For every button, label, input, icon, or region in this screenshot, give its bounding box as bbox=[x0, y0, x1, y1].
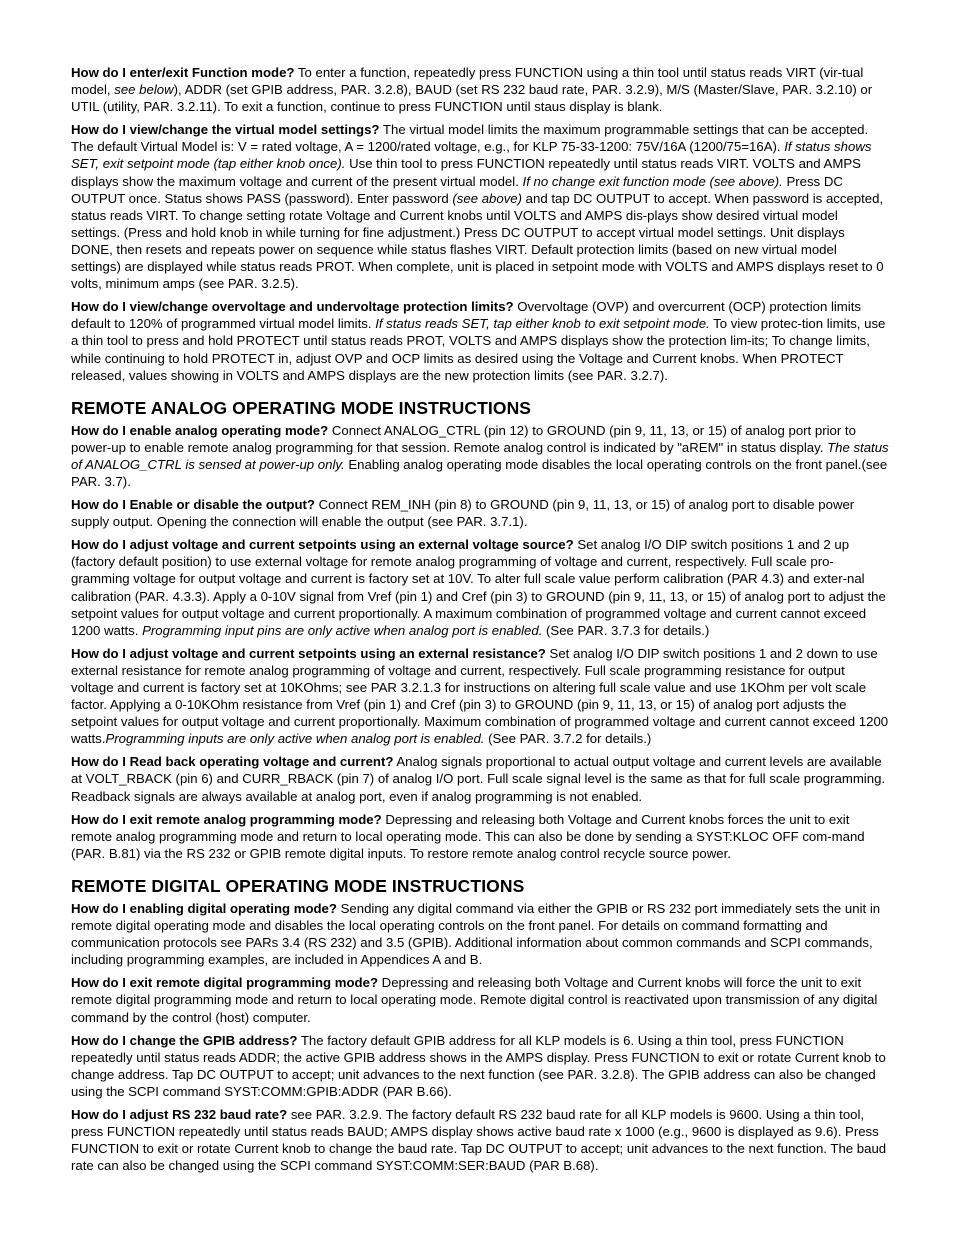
answer-text: (See PAR. 3.7.3 for details.) bbox=[542, 622, 710, 638]
answer-text: and tap DC OUTPUT to accept. When password is accepted, status reads VIRT. To change setting rotate Voltage and Current knobs until VOLTS and AMPS dis-plays show desired virtual model settings. (Press and hold knob in while turning for fine adjustment.) Press DC OUTPUT to accept virtual model settings. Unit displays DONE, then resets and repeats power on sequence while status flashes VIRT. Default protection limits (based on new virtual model settings) are displayed while status reads PROT. When complete, unit is placed in setpoint mode with VOLTS and AMPS displays reset to 0 volts, minimum amps (see PAR. 3.2.5). bbox=[71, 190, 884, 292]
answer-text: Sending any digital command via either the GPIB or RS 232 port immediately sets the unit in remote digital operating mode and disables the local operating controls on the front panel. For details on command formatting and communication protocols see PARs 3.4 (RS 232) and 3.5 (GPIB). Additional information about common commands and SCPI commands, including programming examples, are included in Appendices A and B. bbox=[71, 900, 881, 968]
paragraph bbox=[71, 645, 889, 748]
question: How do I adjust voltage and current setpoints using an external resistance? bbox=[71, 645, 546, 661]
question: How do I view/change overvoltage and undervoltage protection limits? bbox=[71, 299, 514, 315]
intro-section bbox=[71, 64, 889, 384]
paragraph bbox=[71, 1032, 889, 1100]
document-page bbox=[71, 64, 889, 1180]
analog-section bbox=[71, 422, 889, 862]
answer-text: (See PAR. 3.7.2 for details.) bbox=[484, 731, 652, 747]
answer-text: Set analog I/O DIP switch positions 1 and 2 down to use external resistance for remote analog programming of voltage and current, respectively. Full scale programming resistance for output voltage and current is factory set at 10KOhms; see PAR 3.2.1.3 for instructions on altering full scale value and use 1KOhm per volt scale factor. Applying a 0-10KOhm resistance from Vref (pin 1) and Cref (pin 3) to GROUND (pin 9, 11, 13, or 15) of analog port adjusts the setpoint values for output voltage and current proportionally. Maximum combination of programmed voltage and current cannot exceed 1200 watts. bbox=[71, 645, 889, 747]
answer-text: see PAR. 3.2.9. The factory default RS 232 baud rate for all KLP models is 9600. Using a thin tool, press FUNCTION repeatedly until status reads BAUD; AMPS display shows active baud rate x 1000 (e.g., 9600 is displayed as 9.6). Press FUNCTION to exit or rotate Current knob to change the baud rate. Tap DC OUTPUT to accept; unit advances to the next function. The baud rate can also be changed using the SCPI command SYST:COMM:SER:BAUD (PAR B.68). bbox=[71, 1106, 887, 1174]
answer-text: The virtual model limits the maximum programmable settings that can be accepted. The default Virtual Model is: V = rated voltage, A = 1200/rated voltage, e.g., for KLP 75-33-1200: 75V/16A (1200/75=16A). bbox=[71, 122, 869, 155]
answer-italic: If no change exit function mode (see above). bbox=[522, 173, 783, 189]
answer-text: Overvoltage (OVP) and overcurrent (OCP) protection limits default to 120% of programmed virtual model limits. bbox=[71, 299, 861, 332]
paragraph bbox=[71, 1106, 889, 1174]
question: How do I enabling digital operating mode? bbox=[71, 900, 337, 916]
answer-text: Press DC OUTPUT once. Status shows PASS (password). Enter password bbox=[71, 173, 843, 206]
question: How do I exit remote digital programming mode? bbox=[71, 975, 379, 991]
question: How do I enter/exit Function mode? bbox=[71, 65, 295, 80]
paragraph bbox=[71, 496, 889, 530]
answer-text: Connect ANALOG_CTRL (pin 12) to GROUND (pin 9, 11, 13, or 15) of analog port prior to power-up to enable remote analog programming for that session. Remote analog control is indicated by "aREM" in status display. bbox=[71, 422, 856, 455]
paragraph bbox=[71, 753, 889, 804]
answer-italic: If status shows SET, exit setpoint mode (tap either knob once). bbox=[71, 139, 872, 172]
paragraph bbox=[71, 974, 889, 1025]
answer-text: Set analog I/O DIP switch positions 1 and 2 up (factory default position) to use external voltage for remote analog programming of voltage and current, respectively. Full scale pro-gramming voltage for output voltage and current is factory set at 10V. To alter full scale value perform calibration (PAR 4.3) and exter-nal calibration (PAR. 4.3.3). Apply a 0-10V signal from Vref (pin 1) and Cref (pin 3) to GROUND (pin 9, 11, 13, or 15) of analog port to adjust the setpoint values for output voltage and current proportionally. A maximum combination of programmed voltage and current cannot exceed 1200 watts. bbox=[71, 537, 886, 638]
digital-section bbox=[71, 900, 889, 1174]
answer-text: Enabling analog operating mode disables the local operating controls on the front panel.(see PAR. 3.7). bbox=[71, 456, 888, 489]
paragraph bbox=[71, 422, 889, 490]
paragraph bbox=[71, 900, 889, 968]
answer-italic: (see above) bbox=[452, 190, 523, 206]
answer-text: Use thin tool to press FUNCTION repeatedly until status reads VIRT. VOLTS and AMPS displays show the maximum voltage and current of the present virtual model. bbox=[71, 156, 861, 189]
answer-text: Depressing and releasing both Voltage and Current knobs forces the unit to exit remote analog programming mode and return to local operating mode. This can also be done by sending a SYST:KLOC OFF com-mand (PAR. B.81) via the RS 232 or GPIB remote digital inputs. To restore remote analog control recycle source power. bbox=[71, 811, 865, 861]
question: How do I adjust RS 232 baud rate? bbox=[71, 1106, 288, 1122]
paragraph bbox=[71, 298, 889, 383]
paragraph bbox=[71, 121, 889, 292]
paragraph bbox=[71, 536, 889, 639]
question: How do I change the GPIB address? bbox=[71, 1032, 298, 1048]
answer-text: Connect REM_INH (pin 8) to GROUND (pin 9, 11, 13, or 15) of analog port to disable power supply output. Opening the connection will enable the output (see PAR. 3.7.1). bbox=[71, 497, 855, 530]
answer-text: Depressing and releasing both Voltage and Current knobs will force the unit to exit remote digital programming mode and return to local operating mode. Remote digital control is reactivated upon transmission of any digital command by the control (host) computer. bbox=[71, 975, 878, 1025]
question: How do I Enable or disable the output? bbox=[71, 497, 315, 513]
answer-italic: Programming inputs are only active when analog port is enabled. bbox=[105, 731, 485, 747]
question: How do I view/change the virtual model settings? bbox=[71, 122, 380, 138]
answer-text: ), ADDR (set GPIB address, PAR. 3.2.8), BAUD (set RS 232 baud rate, PAR. 3.2.9), M/S (Master/Slave, PAR. 3.2.10) or UTIL (utility, PAR. 3.2.11). To exit a function, continue to press FUNCTION until staus display is blank. bbox=[71, 82, 873, 115]
question: How do I exit remote analog programming mode? bbox=[71, 811, 382, 827]
question: How do I adjust voltage and current setpoints using an external voltage source? bbox=[71, 537, 574, 553]
answer-italic: The status of ANALOG_CTRL is sensed at power-up only. bbox=[71, 439, 889, 472]
section-heading-analog: REMOTE ANALOG OPERATING MODE INSTRUCTIONS bbox=[71, 397, 532, 418]
question: How do I Read back operating voltage and current? bbox=[71, 754, 394, 770]
paragraph bbox=[71, 811, 889, 862]
answer-text: To enter a function, repeatedly press FUNCTION using a thin tool until status reads VIRT (vir-tual model, bbox=[71, 65, 864, 98]
answer-italic: If status reads SET, tap either knob to exit setpoint mode. bbox=[375, 316, 710, 332]
answer-text: The factory default GPIB address for all KLP models is 6. Using a thin tool, press FUNCTION repeatedly until status reads ADDR; the active GPIB address shows in the AMPS display. Press FUNCTION to exit or rotate Current knob to change address. Tap DC OUTPUT to accept; unit advances to the next function (see PAR. 3.2.8). The GPIB address can also be changed using the SCPI command SYST:COMM:GPIB:ADDR (PAR B.66). bbox=[71, 1032, 886, 1099]
paragraph bbox=[71, 64, 889, 115]
answer-italic: see below bbox=[114, 82, 174, 98]
answer-text: Analog signals proportional to actual output voltage and current levels are available at VOLT_RBACK (pin 6) and CURR_RBACK (pin 7) of analog I/O port. Full scale signal level is the same as that for full scale programming. Readback signals are always available at analog port, even if analog programming is not enabled. bbox=[71, 754, 886, 804]
answer-text: To view protec-tion limits, use a thin tool to press and hold PROTECT until status reads PROT, VOLTS and AMPS displays show the protection lim-its; To change limits, while continuing to hold PROTECT in, adjust OVP and OCP limits as desired using the Voltage and Current knobs. When PROTECT released, values showing in VOLTS and AMPS displays are the new protection limits (see PAR. 3.2.7). bbox=[71, 316, 886, 383]
section-heading-digital: REMOTE DIGITAL OPERATING MODE INSTRUCTIONS bbox=[71, 875, 525, 896]
question: How do I enable analog operating mode? bbox=[71, 422, 329, 438]
answer-italic: Programming input pins are only active when analog port is enabled. bbox=[142, 622, 543, 638]
